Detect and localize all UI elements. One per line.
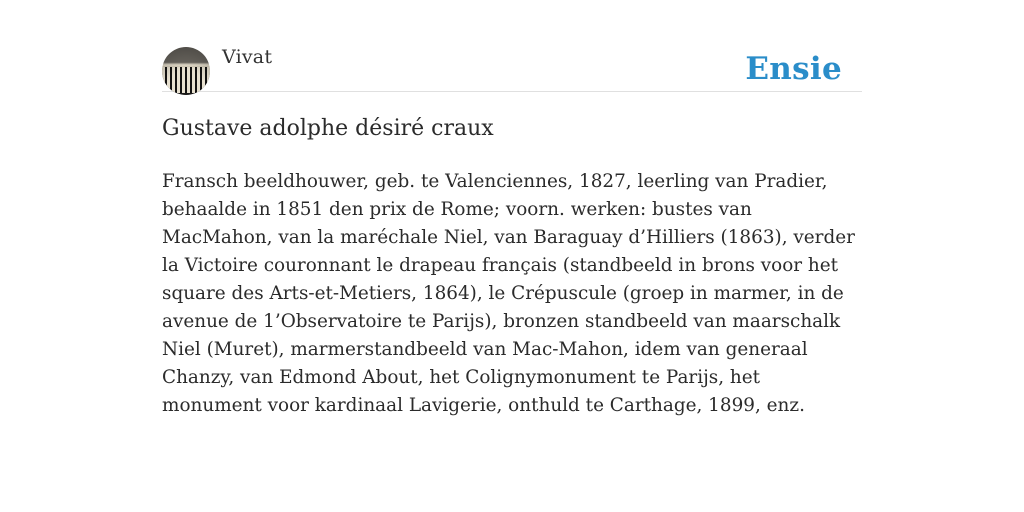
page-header [162,44,862,92]
site-logo[interactable]: Ensie [745,51,842,87]
publisher-name[interactable]: Vivat [222,46,273,68]
publisher-avatar[interactable] [162,47,210,95]
article-body: Fransch beeldhouwer, geb. te Valenciennes, 1827, leerling van Pradier, behaalde in 1851 den prix de Rome; voorn. werken: bustes van MacMahon, van la maréchale Niel, van Baraguay d’Hilliers (1863), verder la Victoire couronnant le drapeau français (standbeeld in brons voor het square des Arts-et-Metiers, 1864), le Crépuscule (groep in marmer, in de avenue de 1’Observatoire te Parijs), bronzen standbeeld van maarschalk Niel (Muret), marmerstandbeeld van Mac-Mahon, idem van generaal Chanzy, van Edmond About, het Colignymonument te Parijs, het monument voor kardinaal Lavigerie, onthuld te Carthage, 1899, enz. [162,171,855,416]
article-title: Gustave adolphe désiré craux [162,116,494,141]
